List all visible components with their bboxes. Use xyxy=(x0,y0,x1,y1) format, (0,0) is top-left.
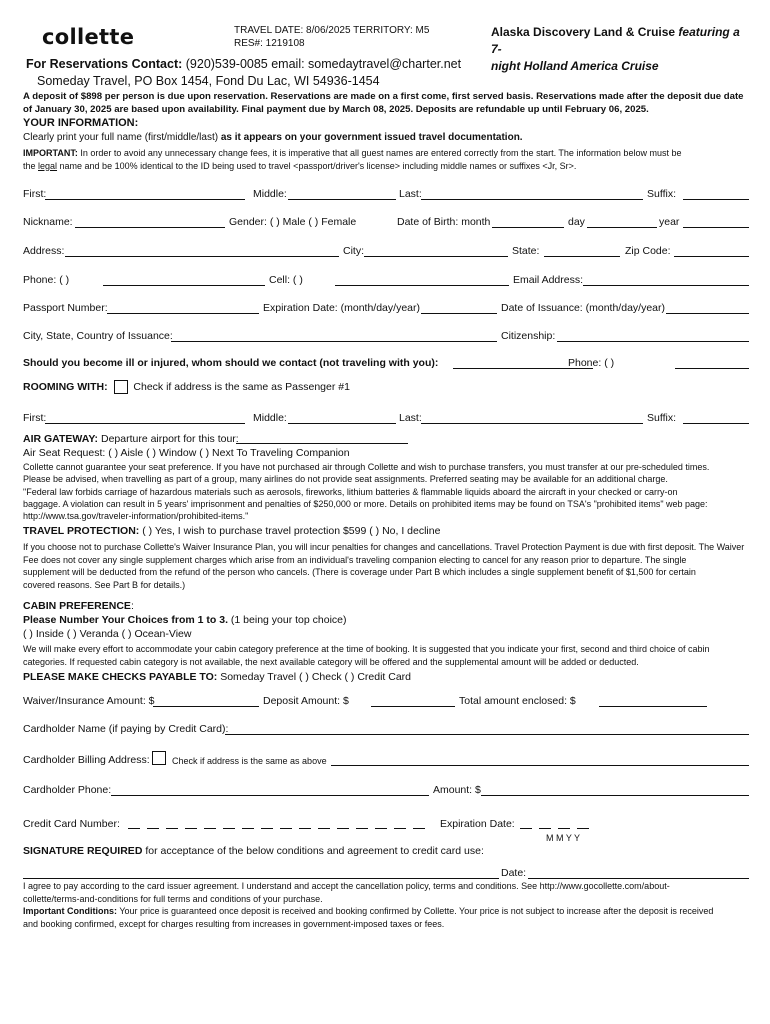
billing-checkbox[interactable] xyxy=(152,751,166,765)
cc-digit xyxy=(128,828,140,829)
nickname-input[interactable] xyxy=(75,227,225,228)
signature-required xyxy=(23,845,484,857)
phone-input[interactable] xyxy=(103,285,265,286)
exp-digit xyxy=(539,828,551,829)
issuance-label: Date of Issuance: (month/day/year) xyxy=(501,302,665,314)
nickname-label: Nickname: xyxy=(23,216,73,228)
roommate-middle-label: Middle: xyxy=(253,412,287,424)
phone-row xyxy=(23,272,749,288)
passport-input[interactable] xyxy=(107,313,259,314)
rooming-check-label: Check if address is the same as Passenger #1 xyxy=(133,380,350,393)
contact-label: For Reservations Contact: xyxy=(26,57,183,71)
important-label: IMPORTANT: xyxy=(23,148,78,158)
travel-date: TRAVEL DATE: 8/06/2025 TERRITORY: M5 xyxy=(234,25,430,36)
cc-digit xyxy=(261,828,273,829)
air-note-4: baggage. A violation can result in 5 years' imprisonment and penalties of $250,000 or more. Details on prohibited items may be found on TSA's "prohibited items" web page: xyxy=(23,498,708,509)
waiver-amount-label: Waiver/Insurance Amount: $ xyxy=(23,695,155,707)
air-gateway-text: Departure airport for this tour: xyxy=(98,433,239,445)
roommate-middle-input[interactable] xyxy=(288,423,396,424)
air-note-2: Please be advised, when travelling as part of a group, many airlines do not provide seat assignments. Preferred seating may be available for an additional charge. xyxy=(23,474,668,485)
print-bold: as it appears on your government issued travel documentation. xyxy=(220,132,523,143)
roommate-suffix-label: Suffix: xyxy=(647,412,676,424)
cardholder-name-label: Cardholder Name (if paying by Credit Card): xyxy=(23,723,229,735)
billing-address-row xyxy=(23,750,749,768)
cc-digit xyxy=(147,828,159,829)
cardholder-phone-input[interactable] xyxy=(111,795,429,796)
dob-month-label: Date of Birth: month xyxy=(397,216,491,228)
trip-featuring: featuring a 7- xyxy=(491,25,740,56)
billing-check-label: Check if address is the same as above xyxy=(172,756,327,766)
air-gateway-row xyxy=(23,433,239,445)
roommate-name-row xyxy=(23,410,749,426)
trip-name: Alaska Discovery Land & Cruise xyxy=(491,25,679,39)
citizenship-label: Citizenship: xyxy=(501,330,556,342)
expiration-date-label: Expiration Date: xyxy=(440,818,515,830)
email-input[interactable] xyxy=(583,285,749,286)
amounts-row xyxy=(23,693,749,709)
air-note-1: Collette cannot guarantee your seat preference. If you have not purchased air through Collette and wish to purchase transfers, you must transfer at our pre-scheduled times. xyxy=(23,462,710,472)
print-instruction xyxy=(23,132,523,143)
emergency-phone-label: Phone: ( ) xyxy=(568,357,615,369)
air-seat-request[interactable]: Air Seat Request: ( ) Aisle ( ) Window ( ) Next To Traveling Companion xyxy=(23,447,350,459)
important-conditions-text: Your price is guaranteed once deposit is received and booking confirmed by Collette. Your price is not subject to increase after the deposit is received xyxy=(117,906,714,916)
important-legal: legal xyxy=(38,160,58,171)
state-input[interactable] xyxy=(544,256,620,257)
cc-digit xyxy=(337,828,349,829)
cabin-colon: : xyxy=(130,600,134,612)
protection-note-3: supplement will be deducted from the refund of the person who cancels. (There is coverage under Part B which includes a single supplement benefit of $1,500 for certain xyxy=(23,567,696,577)
cc-digit xyxy=(280,828,292,829)
important-line2a: the xyxy=(23,160,39,171)
cc-digit xyxy=(375,828,387,829)
cabin-options[interactable]: ( ) Inside ( ) Veranda ( ) Ocean-View xyxy=(23,628,192,640)
cell-input[interactable] xyxy=(335,285,509,286)
dob-day-input[interactable] xyxy=(587,227,657,228)
exp-digit xyxy=(520,828,532,829)
travel-protection-row xyxy=(23,525,440,537)
city-input[interactable] xyxy=(364,256,508,257)
emergency-row xyxy=(23,355,749,371)
cabin-number-text: (1 being your top choice) xyxy=(228,614,347,626)
expiration-label: Expiration Date: (month/day/year) xyxy=(263,302,420,314)
signature-text: for acceptance of the below conditions and agreement to credit card use: xyxy=(142,845,484,857)
emergency-label: Should you become ill or injured, whom should we contact (not traveling with you): xyxy=(23,357,439,369)
roommate-last-input[interactable] xyxy=(421,423,643,424)
cabin-note-2: categories. If requested cabin category is not available, the next available category will be offered and the supplemental amount will be added or deducted. xyxy=(23,656,639,667)
suffix-input[interactable] xyxy=(683,199,749,200)
dob-month-input[interactable] xyxy=(492,227,564,228)
cc-digit xyxy=(242,828,254,829)
country-issuance-input[interactable] xyxy=(171,341,497,342)
signature-date-input[interactable] xyxy=(528,878,749,879)
city-label: City: xyxy=(343,245,364,257)
cabin-preference-heading xyxy=(23,600,134,612)
your-information-heading: YOUR INFORMATION: xyxy=(23,117,139,129)
cc-digit xyxy=(413,828,425,829)
emergency-phone-input[interactable] xyxy=(675,368,749,369)
dob-day-label: day xyxy=(568,216,585,228)
phone-label: Phone: ( ) xyxy=(23,274,70,286)
roommate-first-input[interactable] xyxy=(45,423,245,424)
suffix-label: Suffix: xyxy=(647,188,676,200)
important-conditions-label: Important Conditions: xyxy=(23,906,117,916)
contact-phone-email: (920)539-0085 email: somedaytravel@charter.net xyxy=(182,57,462,71)
roommate-last-label: Last: xyxy=(399,412,422,424)
billing-address-label: Cardholder Billing Address: xyxy=(23,754,150,766)
expiration-input[interactable] xyxy=(421,313,497,314)
cc-digit xyxy=(166,828,178,829)
roommate-suffix-input[interactable] xyxy=(683,423,749,424)
rooming-with-row xyxy=(23,380,350,394)
amount-label: Amount: $ xyxy=(433,784,481,796)
billing-address-input[interactable] xyxy=(331,765,749,766)
passport-label: Passport Number: xyxy=(23,302,108,314)
signature-input[interactable] xyxy=(23,878,499,879)
deposit-amount-input[interactable] xyxy=(371,706,455,707)
zip-input[interactable] xyxy=(674,256,749,257)
travel-protection-label: TRAVEL PROTECTION: xyxy=(23,525,140,537)
first-input[interactable] xyxy=(45,199,245,200)
address-row xyxy=(23,243,749,259)
cc-digit xyxy=(318,828,330,829)
trip-title xyxy=(491,24,751,75)
important-line2b: name and be 100% identical to the ID being used to travel <passport/driver's license> including middle names or suffixes <Jr, Sr>. xyxy=(57,160,577,171)
cabin-number-instruction xyxy=(23,614,347,626)
checks-label: PLEASE MAKE CHECKS PAYABLE TO: xyxy=(23,671,218,683)
res-number: RES#: 1219108 xyxy=(234,38,305,49)
travel-protection-options[interactable]: ( ) Yes, I wish to purchase travel protection $599 ( ) No, I decline xyxy=(139,525,441,537)
zip-label: Zip Code: xyxy=(625,245,671,257)
cardholder-phone-label: Cardholder Phone: xyxy=(23,784,112,796)
amount-input[interactable] xyxy=(481,795,749,796)
air-note-3: "Federal law forbids carriage of hazardous materials such as aerosols, fireworks, lithium batteries & flammable liquids aboard the aircraft in your checked or carry-on xyxy=(23,486,678,497)
deposit-notice: A deposit of $898 per person is due upon reservation. Reservations are made on a first come, first served basis. Reservations made after the deposit due date of January 30, 2025 are based upon availability. Final payment due by March 08, 2025. Deposits are refundable up until February 06, 2025. xyxy=(23,91,744,115)
exp-digit xyxy=(577,828,589,829)
cc-digit xyxy=(356,828,368,829)
air-gateway-label: AIR GATEWAY: xyxy=(23,433,99,445)
cardholder-name-input[interactable] xyxy=(225,734,749,735)
protection-note-2: Fee does not cover any single supplement charges which arise from an individual's traveling companion electing to cancel for any reason prior to departure. The single xyxy=(23,554,687,565)
important-notice xyxy=(23,147,681,172)
cabin-heading: CABIN PREFERENCE xyxy=(23,600,131,612)
cc-number-label: Credit Card Number: xyxy=(23,818,120,830)
signature-date-label: Date: xyxy=(501,867,527,879)
agreement-line-1: I agree to pay according to the card issuer agreement. I understand and accept the cancellation policy, terms and conditions. See http://www.gocollette.com/about- xyxy=(23,881,670,891)
air-gateway-input[interactable] xyxy=(236,443,408,444)
cc-digit xyxy=(223,828,235,829)
citizenship-input[interactable] xyxy=(557,341,749,342)
rooming-label: ROOMING WITH: xyxy=(23,380,108,393)
important-conditions-line-2: and booking confirmed, except for charges resulting from increases in government-imposed taxes or fees. xyxy=(23,918,445,929)
reservations-contact xyxy=(26,57,461,71)
total-amount-label: Total amount enclosed: $ xyxy=(459,695,576,707)
air-notes xyxy=(23,461,709,522)
cc-digit xyxy=(394,828,406,829)
print-text: Clearly print your full name (first/middle/last) xyxy=(23,132,221,143)
signature-label: SIGNATURE REQUIRED xyxy=(23,845,143,857)
cabin-notes xyxy=(23,643,710,668)
rooming-checkbox[interactable] xyxy=(114,380,128,394)
total-amount-input[interactable] xyxy=(599,706,707,707)
mmyy-hint: M M Y Y xyxy=(546,833,581,843)
gender-options[interactable]: Gender: ( ) Male ( ) Female xyxy=(229,216,357,228)
cc-digit xyxy=(204,828,216,829)
cabin-note-1: We will make every effort to accommodate your cabin category preference at the time of booking. It is suggested that you indicate your first, second and third choice of cabin xyxy=(23,644,710,654)
deposit-amount-label: Deposit Amount: $ xyxy=(263,695,349,707)
address-input[interactable] xyxy=(65,256,339,257)
travel-info xyxy=(234,24,429,50)
cardholder-name-row xyxy=(23,721,749,737)
important-text: In order to avoid any unnecessary change fees, it is imperative that all guest names are entered correctly from the start. The information below must be xyxy=(77,148,682,158)
address-label: Address: xyxy=(23,245,65,257)
passport-row xyxy=(23,300,749,316)
last-input[interactable] xyxy=(421,199,643,200)
dob-year-label: year xyxy=(659,216,680,228)
exp-digit xyxy=(558,828,570,829)
name-row xyxy=(23,186,749,202)
protection-notes xyxy=(23,541,744,591)
cc-digit xyxy=(299,828,311,829)
country-issuance-label: City, State, Country of Issuance: xyxy=(23,330,173,342)
checks-options[interactable]: Someday Travel ( ) Check ( ) Credit Card xyxy=(217,671,412,683)
collette-logo: collette xyxy=(42,25,135,49)
checks-payable-row xyxy=(23,671,411,683)
middle-label: Middle: xyxy=(253,188,287,200)
agreement-text xyxy=(23,880,713,930)
middle-input[interactable] xyxy=(288,199,396,200)
trip-line2: night Holland America Cruise xyxy=(491,59,659,73)
important-conditions-line-1 xyxy=(23,905,713,918)
cc-digit xyxy=(185,828,197,829)
email-label: Email Address: xyxy=(513,274,584,286)
issuance-place-row xyxy=(23,328,749,344)
first-label: First: xyxy=(23,188,47,200)
dob-year-input[interactable] xyxy=(683,227,749,228)
last-label: Last: xyxy=(399,188,422,200)
protection-note-1: If you choose not to purchase Collette's Waiver Insurance Plan, you will incur penalties for changes and cancellations. Travel Protection Payment is due with first deposit. The Waiver xyxy=(23,542,745,552)
waiver-amount-input[interactable] xyxy=(153,706,259,707)
agreement-line-2: collette/terms-and-conditions for full terms and conditions of your purchase. xyxy=(23,893,323,904)
state-label: State: xyxy=(512,245,540,257)
nickname-row xyxy=(23,214,749,230)
issuance-input[interactable] xyxy=(666,313,749,314)
contact-address: Someday Travel, PO Box 1454, Fond Du Lac, WI 54936-1454 xyxy=(37,74,380,88)
protection-note-4: covered reasons. See Part B for details.) xyxy=(23,579,186,590)
air-note-5: http://www.tsa.gov/traveler-information/prohibited-items." xyxy=(23,511,249,522)
cabin-number-bold: Please Number Your Choices from 1 to 3. xyxy=(23,614,229,626)
cell-label: Cell: ( ) xyxy=(269,274,303,286)
cardholder-phone-row xyxy=(23,782,749,798)
roommate-first-label: First: xyxy=(23,412,47,424)
